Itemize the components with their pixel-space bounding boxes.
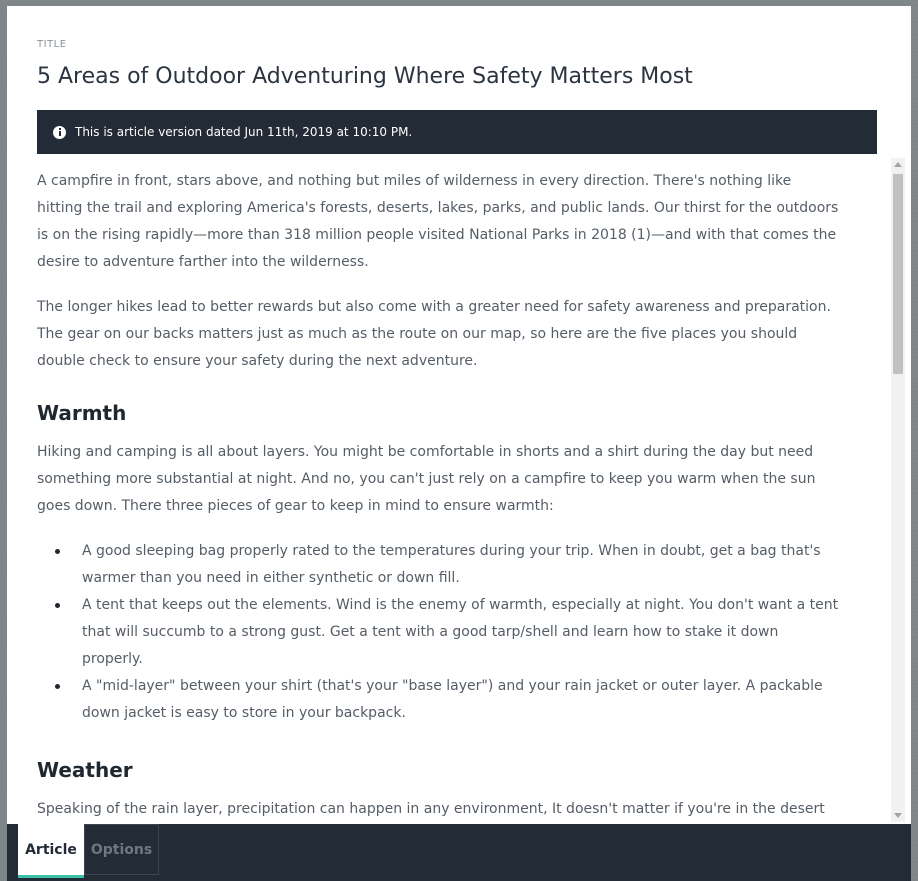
article-content-scroll[interactable] [7, 158, 891, 822]
article-body [7, 158, 891, 877]
tab-article[interactable]: Article [18, 824, 84, 878]
version-banner-text: This is article version dated Jun 11th, 2019 at 10:10 PM. [75, 125, 413, 139]
list-item: A "mid-layer" between your shirt (that's your "base layer") and your rain jacket or outer layer. A packable down jacket is easy to store in your backpack. [82, 673, 841, 727]
article-paragraph: Hiking and camping is all about layers. You might be comfortable in shorts and a shirt during the day but need something more substantial at night. And no, you can't just rely on a campfire to keep you warm when the sun goes down. There three pieces of gear to keep in mind to ensure warmth: [37, 444, 816, 514]
section-heading: Warmth [37, 401, 127, 425]
version-banner [37, 110, 877, 154]
article-modal [7, 6, 911, 881]
info-icon [53, 126, 66, 139]
scrollbar-thumb[interactable] [893, 174, 903, 374]
content-scrollbar[interactable] [891, 158, 905, 822]
article-paragraph: A campfire in front, stars above, and nothing but miles of wilderness in every direction. There's nothing like hitting the trail and exploring America's forests, deserts, lakes, parks, and public lands. Our thirst for the outdoors is on the rising rapidly—more than 318 million people visited National Parks in 2018 (1)—and with that comes the desire to adventure farther into the wilderness. [37, 173, 839, 270]
article-paragraph: Speaking of the rain layer, precipitation can happen in any environment, It doesn't matter if you're in the desert [37, 801, 825, 817]
list-item: A good sleeping bag properly rated to the temperatures during your trip. When in doubt, get a bag that's warmer than you need in either synthetic or down fill. [82, 538, 841, 592]
scroll-up-arrow-icon[interactable] [894, 162, 902, 167]
article-title: 5 Areas of Outdoor Adventuring Where Safety Matters Most [37, 64, 693, 89]
bottom-tab-bar [7, 824, 911, 881]
scroll-down-arrow-icon[interactable] [894, 813, 902, 818]
article-paragraph: The longer hikes lead to better rewards but also come with a greater need for safety awareness and preparation. The gear on our backs matters just as much as the route on our map, so here are the five places you should double check to ensure your safety during the next adventure. [37, 299, 831, 369]
list-item: A tent that keeps out the elements. Wind is the enemy of warmth, especially at night. You don't want a tent that will succumb to a strong gust. Get a tent with a good tarp/shell and learn how to stake it down properly. [82, 592, 841, 673]
title-label: TITLE [37, 39, 67, 50]
tab-options[interactable]: Options [84, 824, 159, 875]
section-heading: Weather [37, 758, 133, 782]
bullet-list [37, 538, 841, 727]
